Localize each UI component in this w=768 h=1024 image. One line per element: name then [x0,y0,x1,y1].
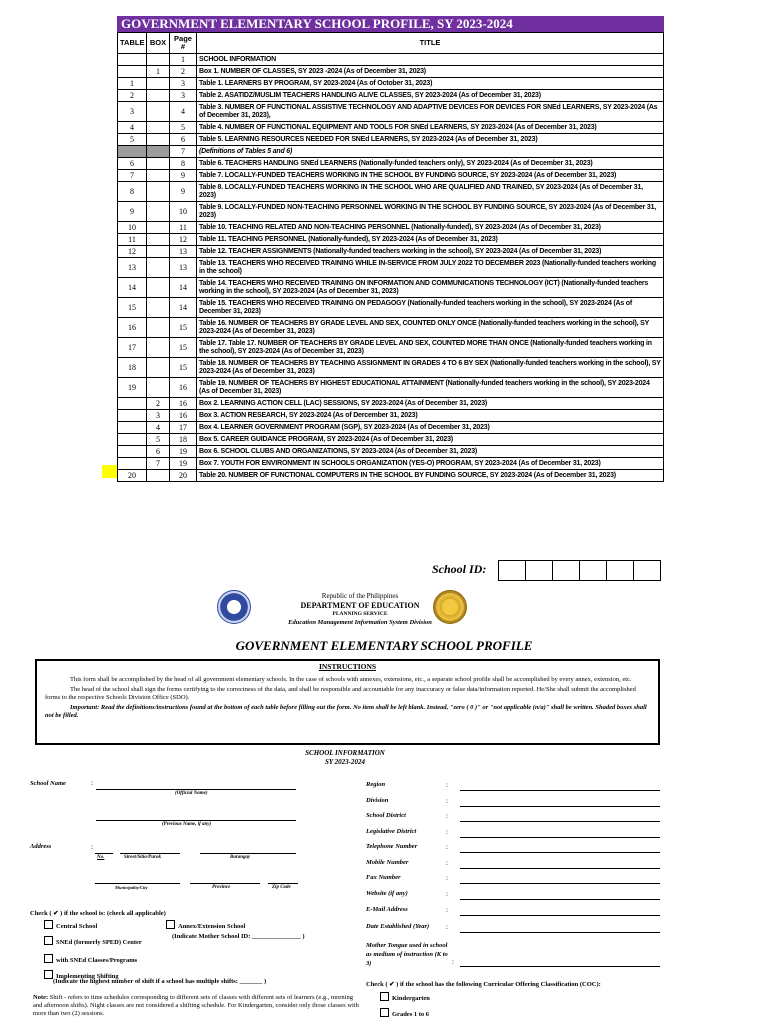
right-field-input[interactable] [460,821,660,822]
mother-tongue-field[interactable] [460,966,660,967]
right-field-label: Division [366,797,389,804]
header-title: GOVERNMENT ELEMENTARY SCHOOL PROFILE, SY 2023-2024 [117,16,664,32]
toc-cell-title: Table 20. NUMBER OF FUNCTIONAL COMPUTERS IN THE SCHOOL BY FUNDING SOURCE, SY 2023-2024 (As of December 31, 2023) [197,470,664,482]
checkbox[interactable] [380,1008,389,1017]
toc-row [118,78,664,90]
province-field[interactable] [190,883,260,884]
toc-row [118,182,664,202]
school-name-field[interactable] [96,789,296,790]
toc-cell-box [147,234,170,246]
toc-cell-box [147,158,170,170]
instructions-p2: The head of the school shall sign the forms certifying to the correctness of the data, and shall be responsible and accountable for any inaccuracy or false data/information reported. He/She shall submit the accomplished forms to the respective Schools Division Office (SDO). [45,686,636,701]
toc-body [118,54,664,482]
toc-cell-box [147,134,170,146]
toc-cell-page: 14 [170,278,197,298]
toc-row [118,146,664,158]
toc-cell-title: Box 2. LEARNING ACTION CELL (LAC) SESSIONS, SY 2023-2024 (As of December 31, 2023) [197,398,664,410]
toc-row [118,318,664,338]
toc-cell-title: Table 14. TEACHERS WHO RECEIVED TRAINING ON INFORMATION AND COMMUNICATIONS TECHNOLOGY (ICT) (Nationally-funded teachers working in the school), SY 2023-2024 (As of December 31, 2023) [197,278,664,298]
right-field-label: Mobile Number [366,859,409,866]
toc-cell-page: 6 [170,134,197,146]
toc-cell-box: 5 [147,434,170,446]
toc-header-page: Page # [170,33,197,54]
municipality-field[interactable] [95,883,180,884]
official-name-caption: (Official Name) [175,791,208,796]
toc-cell-title: Table 6. TEACHERS HANDLING SNEd LEARNERS (Nationally-funded teachers only), SY 2023-2024 (As of December 31, 2023) [197,158,664,170]
toc-row [118,470,664,482]
toc-cell-title: Table 11. TEACHING PERSONNEL (Nationally-funded), SY 2023-2024 (As of December 31, 2023) [197,234,664,246]
toc-cell-table: 19 [118,378,147,398]
school-name-label: School Name [30,780,66,787]
toc-cell-box [147,170,170,182]
right-field-label: Region [366,781,386,788]
toc-header-title: TITLE [197,33,664,54]
toc-cell-table: 15 [118,298,147,318]
toc-cell-table: 11 [118,234,147,246]
toc-cell-title: Table 2. ASATIDZ/MUSLIM TEACHERS HANDLING ALIVE CLASSES, SY 2023-2024 (As of December 31, 2023) [197,90,664,102]
toc-cell-title: Table 7. LOCALLY-FUNDED TEACHERS WORKING IN THE SCHOOL BY FUNDING SOURCE, SY 2023-2024 (As of December 31, 2023) [197,170,664,182]
sned-classes-label: with SNEd Classes/Programs [56,957,138,964]
no-caption: No. [97,855,105,860]
toc-cell-page: 8 [170,158,197,170]
toc-row [118,234,664,246]
toc-cell-table: 18 [118,358,147,378]
toc-row [118,446,664,458]
toc-cell-title: Table 3. NUMBER OF FUNCTIONAL ASSISTIVE TECHNOLOGY AND ADAPTIVE DEVICES FOR DEVICES FOR SNEd LEARNERS, SY 2023-2024 (As of December 31, 2023), [197,102,664,122]
toc-cell-box [147,90,170,102]
toc-cell-box [147,222,170,234]
toc-cell-page: 12 [170,234,197,246]
toc-row [118,158,664,170]
toc-cell-table [118,434,147,446]
toc-cell-title: Box 4. LEARNER GOVERNMENT PROGRAM (SGP), SY 2023-2024 (As of December 31, 2023) [197,422,664,434]
right-field-input[interactable] [460,806,660,807]
kindergarten-check[interactable] [380,992,430,1002]
toc-cell-table: 16 [118,318,147,338]
toc-cell-page: 20 [170,470,197,482]
previous-name-field[interactable] [96,820,296,821]
toc-cell-box [147,358,170,378]
form-title: GOVERNMENT ELEMENTARY SCHOOL PROFILE [235,638,533,653]
zip-field[interactable] [268,883,298,884]
checkbox[interactable] [380,992,389,1001]
toc-cell-title: Table 5. LEARNING RESOURCES NEEDED FOR SNEd LEARNERS, SY 2023-2024 (As of December 31, 2023) [197,134,664,146]
toc-cell-box [147,102,170,122]
colon: : [446,781,448,789]
school-id-digit[interactable] [579,560,607,581]
right-field-label: School District [366,812,406,819]
toc-cell-table [118,66,147,78]
colon: : [446,843,448,851]
municipality-caption: Municipality/City [115,885,148,890]
instructions-heading: INSTRUCTIONS [318,662,377,671]
toc-cell-table: 7 [118,170,147,182]
toc-cell-title: Box 7. YOUTH FOR ENVIRONMENT IN SCHOOLS ORGANIZATION (YES-O) PROGRAM, SY 2023-2024 (As of December 31, 2023) [197,458,664,470]
toc-cell-table: 2 [118,90,147,102]
toc-cell-table [118,146,147,158]
right-field-label: E-Mail Address [366,906,408,913]
toc-cell-table: 10 [118,222,147,234]
toc-row [118,434,664,446]
toc-cell-box [147,318,170,338]
toc-cell-title: Table 15. TEACHERS WHO RECEIVED TRAINING ON PEDAGOGY (Nationally-funded teachers working in the school), SY 2023-2024 (As of December 31, 2023) [197,298,664,318]
toc-cell-title: Table 1. LEARNERS BY PROGRAM, SY 2023-2024 (As of October 31, 2023) [197,78,664,90]
toc-cell-table: 20 [118,470,147,482]
sned-center-check[interactable] [44,936,142,946]
instructions-box [35,659,660,745]
colon: : [91,779,93,787]
toc-cell-page: 11 [170,222,197,234]
toc-cell-table: 4 [118,122,147,134]
checkbox[interactable] [44,954,53,963]
toc-cell-table: 6 [118,158,147,170]
toc-cell-box [147,378,170,398]
colon: : [452,958,454,966]
toc-cell-page: 4 [170,102,197,122]
check-school-label: Check ( ✔ ) if the school is: (check all applicable) [30,910,166,917]
toc-cell-table [118,398,147,410]
toc-cell-page: 13 [170,258,197,278]
toc-cell-box: 3 [147,410,170,422]
toc-cell-page: 19 [170,446,197,458]
toc-row [118,358,664,378]
toc-row [118,54,664,66]
toc-cell-box [147,278,170,298]
toc-cell-box: 6 [147,446,170,458]
grades-check[interactable] [380,1008,429,1018]
school-id-digit[interactable] [606,560,634,581]
instructions-p1: This form shall be accomplished by the head of all government elementary schools. In the case of schools with annexes, extensions, etc., a separate school profile shall be accomplished by every annex, extension, etc. [70,676,632,683]
toc-cell-title: Table 9. LOCALLY-FUNDED NON-TEACHING PERSONNEL WORKING IN THE SCHOOL BY FUNDING SOURCE, SY 2023-2024 (As of December 31, 2023) [197,202,664,222]
toc-cell-table [118,54,147,66]
division-text: Education Management Information System Division [288,619,432,626]
colon: : [446,874,448,882]
toc-cell-page: 13 [170,246,197,258]
toc-cell-box: 7 [147,458,170,470]
toc-row [118,102,664,122]
toc-cell-box [147,78,170,90]
annex-school-label: Annex/Extension School [178,923,246,930]
toc-cell-table: 12 [118,246,147,258]
colon: : [446,797,448,805]
table-of-contents [117,32,664,482]
grades-label: Grades 1 to 6 [392,1011,430,1018]
toc-cell-table: 5 [118,134,147,146]
department-text: DEPARTMENT OF EDUCATION [300,601,420,610]
school-info-title: SCHOOL INFORMATION [305,749,385,757]
toc-row [118,90,664,102]
checkbox[interactable] [44,970,53,979]
toc-cell-box: 1 [147,66,170,78]
school-id-label: School ID: [432,562,487,576]
checkbox[interactable] [44,936,53,945]
toc-row [118,170,664,182]
shift-note [33,994,363,1018]
toc-cell-table [118,458,147,470]
school-id-digit[interactable] [525,560,553,581]
highlight-marker [102,465,117,478]
toc-cell-title: Table 16. NUMBER OF TEACHERS BY GRADE LEVEL AND SEX, COUNTED ONLY ONCE (Nationally-funded teachers working in the school), SY 2023-2024 (As of December 31, 2023) [197,318,664,338]
street-caption: Street/Sitio/Purok [124,855,161,860]
toc-cell-page: 16 [170,378,197,398]
toc-cell-box: 4 [147,422,170,434]
toc-cell-title: Table 17. Table 17. NUMBER OF TEACHERS BY GRADE LEVEL AND SEX, COUNTED MORE THAN ONCE (Nationally-funded teachers working in the school), SY 2023-2024 (As of December 31, 2023) [197,338,664,358]
colon: : [446,890,448,898]
school-id-digit[interactable] [633,560,661,581]
toc-cell-box [147,298,170,318]
toc-cell-table: 8 [118,182,147,202]
zip-caption: Zip Code [272,885,291,890]
mother-tongue-label: Mother Tongue used in school as medium of instruction (K to 3) [366,942,448,967]
toc-header-row [118,33,664,54]
toc-cell-table: 9 [118,202,147,222]
note-text: Shift - refers to time schedules corresponding to different sets of classes with different sets of learners (e.g., morning and afternoon shifts). Night classes are not considered a shifting schedule. For Kindergarten, consider only those classes with more than two (2) sessions. [33,994,359,1017]
toc-row [118,398,664,410]
colon: : [446,812,448,820]
right-field-label: Website (if any) [366,890,408,897]
colon: : [446,859,448,867]
toc-cell-box [147,146,170,158]
checkbox[interactable] [166,920,175,929]
checkbox[interactable] [44,920,53,929]
toc-row [118,278,664,298]
toc-cell-page: 3 [170,78,197,90]
toc-cell-page: 16 [170,410,197,422]
toc-cell-title: Box 5. CAREER GUIDANCE PROGRAM, SY 2023-2024 (As of December 31, 2023) [197,434,664,446]
toc-cell-title: Table 18. NUMBER OF TEACHERS BY TEACHING ASSIGNMENT IN GRADES 4 TO 6 BY SEX (Nationally-funded teachers working in the school), SY 2023-2024 (As of December 31, 2023) [197,358,664,378]
toc-cell-table: 13 [118,258,147,278]
toc-cell-box [147,122,170,134]
toc-row [118,338,664,358]
toc-cell-title: Table 12. TEACHER ASSIGNMENTS (Nationally-funded teachers working in the school), SY 2023-2024 (As of December 31, 2023) [197,246,664,258]
toc-cell-table [118,410,147,422]
toc-cell-page: 17 [170,422,197,434]
toc-row [118,410,664,422]
right-field-input[interactable] [460,837,660,838]
toc-cell-page: 10 [170,202,197,222]
toc-cell-box: 2 [147,398,170,410]
toc-cell-title: Table 13. TEACHERS WHO RECEIVED TRAINING WHILE IN-SERVICE FROM JULY 2022 TO DECEMBER 2023 (Nationally-funded teachers working in the school) [197,258,664,278]
shifting-label: Implementing Shifting [56,973,119,980]
toc-cell-page: 9 [170,182,197,202]
colon: : [446,906,448,914]
school-id-digit[interactable] [552,560,580,581]
note-label: Note: [33,994,49,1001]
right-field-input[interactable] [460,899,660,900]
toc-row [118,202,664,222]
toc-cell-box [147,54,170,66]
toc-cell-table [118,446,147,458]
school-id-digit[interactable] [498,560,526,581]
toc-cell-page: 19 [170,458,197,470]
toc-cell-table: 17 [118,338,147,358]
toc-row [118,258,664,278]
school-id-boxes[interactable] [499,560,661,581]
right-field-input[interactable] [460,790,660,791]
annex-school-check[interactable] [166,920,245,930]
province-caption: Province [212,885,231,890]
address-street-field[interactable] [120,853,180,854]
right-field-label: Fax Number [366,874,401,881]
toc-row [118,422,664,434]
toc-row [118,134,664,146]
toc-row [118,298,664,318]
address-barangay-field[interactable] [200,853,296,854]
colon: : [446,828,448,836]
barangay-caption: Barangay [230,855,251,860]
toc-row [118,122,664,134]
toc-cell-page: 16 [170,398,197,410]
shifting-note: (Indicate the highest number of shift if a school has multiple shifts: _______ ) [53,978,267,985]
toc-cell-page: 18 [170,434,197,446]
address-label: Address [30,843,52,850]
toc-cell-title: SCHOOL INFORMATION [197,54,664,66]
right-field-label: Date Established (Year) [366,923,430,930]
toc-cell-page: 2 [170,66,197,78]
toc-header-table: TABLE [118,33,147,54]
sned-center-label: SNEd (formerly SPED) Center [56,939,142,946]
toc-cell-page: 15 [170,338,197,358]
instructions-p3: Important: Read the definitions/instructions found at the bottom of each table before filling out the form. No item shall be left blank. Instead, "zero ( 0 )" or "not applicable (n/a)" shall be written. Shaded boxes shall not be filled. [45,704,647,719]
toc-cell-title: Table 8. LOCALLY-FUNDED TEACHERS WORKING IN THE SCHOOL WHO ARE QUALIFIED AND TRAINED, SY 2023-2024 (As of December 31, 2023) [197,182,664,202]
republic-text: Republic of the Philippines [321,592,399,600]
toc-cell-title: Box 6. SCHOOL CLUBS AND ORGANIZATIONS, SY 2023-2024 (As of December 31, 2023) [197,446,664,458]
toc-cell-box [147,470,170,482]
toc-header-box: BOX [147,33,170,54]
toc-cell-title: (Definitions of Tables 5 and 6) [197,146,664,158]
toc-cell-page: 3 [170,90,197,102]
toc-row [118,222,664,234]
toc-cell-title: Box 1. NUMBER OF CLASSES, SY 2023 -2024 (As of December 31, 2023) [197,66,664,78]
toc-cell-box [147,202,170,222]
toc-cell-page: 1 [170,54,197,66]
colon: : [91,843,93,851]
mother-school-id: (Indicate Mother School ID: _______________ ) [172,933,305,940]
toc-cell-page: 15 [170,358,197,378]
toc-cell-page: 7 [170,146,197,158]
right-field-input[interactable] [460,883,660,884]
colon: : [446,923,448,931]
toc-cell-title: Box 3. ACTION RESEARCH, SY 2023-2024 (As of Dercember 31, 2023) [197,410,664,422]
toc-cell-box [147,182,170,202]
toc-cell-table [118,422,147,434]
address-no-field[interactable] [95,853,113,854]
right-field-label: Telephone Number [366,843,418,850]
toc-row [118,378,664,398]
toc-cell-title: Table 19. NUMBER OF TEACHERS BY HIGHEST EDUCATIONAL ATTAINMENT (Nationally-funded teachers working in the school), SY 2023-2024 (As of December 31, 2023) [197,378,664,398]
toc-cell-table: 1 [118,78,147,90]
right-field-input[interactable] [460,932,660,933]
toc-row [118,66,664,78]
toc-row [118,246,664,258]
toc-cell-table: 14 [118,278,147,298]
toc-cell-title: Table 4. NUMBER OF FUNCTIONAL EQUIPMENT AND TOOLS FOR SNEd LEARNERS, SY 2023-2024 (As of December 31, 2023) [197,122,664,134]
coc-label: Check ( ✔ ) if the school has the following Curricular Offering Classification (COC): [366,981,601,988]
toc-cell-box [147,338,170,358]
toc-cell-box [147,258,170,278]
previous-name-caption: (Previous Name, if any) [162,822,212,827]
toc-row [118,458,664,470]
kindergarten-label: Kindergarten [392,995,430,1002]
toc-cell-page: 5 [170,122,197,134]
right-field-input[interactable] [460,915,660,916]
central-school-check[interactable] [44,920,97,930]
right-field-input[interactable] [460,852,660,853]
right-field-label: Legislative District [366,828,417,835]
toc-cell-title: Table 10. TEACHING RELATED AND NON-TEACHING PERSONNEL (Nationally-funded), SY 2023-2024 (As of December 31, 2023) [197,222,664,234]
service-text: PLANNING SERVICE [332,611,388,617]
sned-classes-check[interactable] [44,954,137,964]
toc-cell-page: 15 [170,318,197,338]
toc-cell-box [147,246,170,258]
toc-cell-table: 3 [118,102,147,122]
toc-cell-page: 14 [170,298,197,318]
right-field-input[interactable] [460,868,660,869]
school-info-sy: SY 2023-2024 [325,758,365,766]
toc-cell-page: 9 [170,170,197,182]
central-school-label: Central School [56,923,98,930]
